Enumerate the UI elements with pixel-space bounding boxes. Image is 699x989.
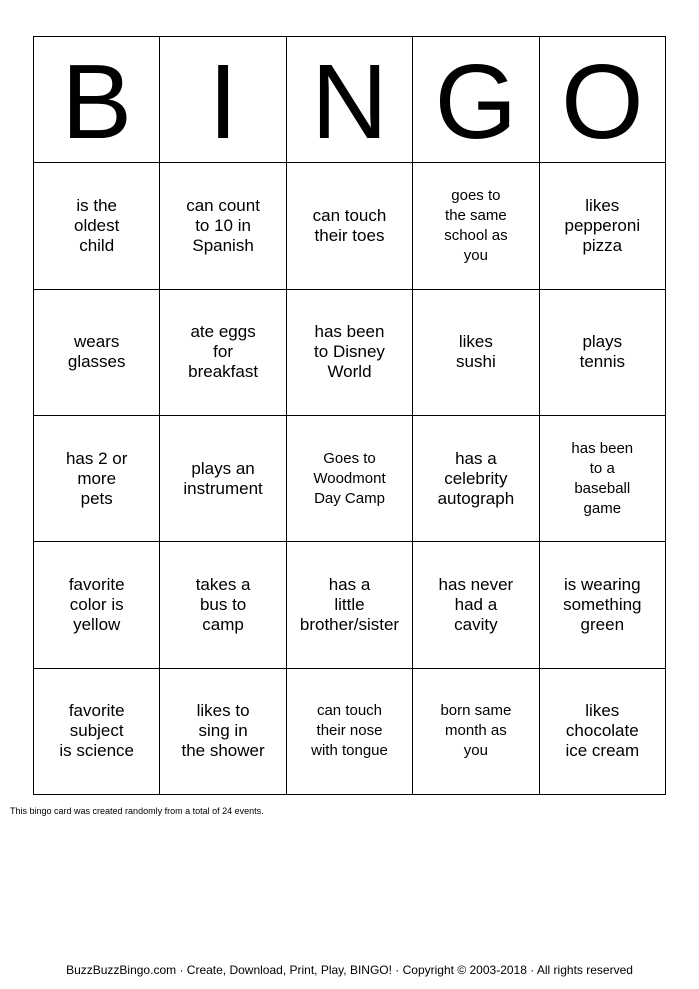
bingo-square-line: has a [455, 448, 497, 468]
bingo-square-line: to a [589, 459, 615, 477]
bingo-square [160, 290, 286, 416]
bingo-square [413, 163, 539, 289]
bingo-square [160, 416, 286, 542]
bingo-square-text [314, 322, 385, 382]
bingo-square-text [183, 459, 262, 499]
bingo-square-text [300, 575, 399, 635]
bingo-square-line: likes to [196, 701, 250, 721]
bingo-square-line: little [334, 594, 365, 614]
bingo-square [34, 290, 160, 416]
bingo-square-line: school as [444, 226, 508, 244]
bingo-square-line: instrument [183, 478, 263, 498]
bingo-square-text [571, 439, 633, 519]
bingo-square-line: you [463, 246, 488, 264]
bingo-square-line: Spanish [192, 235, 254, 255]
bingo-square-text [66, 449, 127, 509]
bingo-square-line: has 2 or [65, 448, 128, 468]
bingo-square-text [186, 196, 260, 256]
bingo-square-text [59, 701, 134, 761]
bingo-square [287, 416, 413, 542]
header-letter-n: N [287, 37, 413, 163]
bingo-square [540, 290, 666, 416]
bingo-square-line: plays an [191, 458, 255, 478]
bingo-square-line: more [77, 468, 117, 488]
bingo-square-line: ate eggs [190, 322, 256, 342]
bingo-square-line: glasses [67, 352, 126, 372]
bingo-square-line: ice cream [565, 741, 640, 761]
bingo-square-line: likes [458, 332, 493, 352]
bingo-card [33, 36, 666, 795]
bingo-square-text [564, 196, 640, 256]
bingo-square-text [311, 701, 388, 761]
bingo-square-line: plays [582, 332, 623, 352]
bingo-square-line: child [79, 235, 115, 255]
bingo-square-text [196, 575, 251, 635]
bingo-square-line: you [463, 742, 488, 760]
bingo-square-line: Woodmont [313, 469, 386, 487]
bingo-square-line: bus to [199, 594, 247, 614]
bingo-square-line: World [327, 362, 372, 382]
header-letter-b: B [34, 37, 160, 163]
bingo-square-text [440, 701, 511, 761]
bingo-square [34, 163, 160, 289]
bingo-square-line: the shower [181, 741, 265, 761]
bingo-square-text [565, 701, 639, 761]
bingo-square-line: camp [202, 614, 244, 634]
bingo-square-line: celebrity [444, 468, 508, 488]
bingo-square [287, 542, 413, 668]
bingo-square-line: breakfast [188, 362, 259, 382]
bingo-square-line: yellow [73, 614, 121, 634]
bingo-square [540, 669, 666, 795]
bingo-square-line: can count [186, 195, 260, 215]
bingo-square-text [69, 575, 125, 635]
bingo-square-line: the same [445, 206, 507, 224]
bingo-square-text [439, 575, 514, 635]
bingo-square [287, 669, 413, 795]
bingo-square-line: can touch [316, 702, 383, 720]
bingo-square-line: tennis [579, 352, 625, 372]
bingo-square [413, 542, 539, 668]
bingo-square [540, 542, 666, 668]
bingo-square-line: their toes [314, 225, 385, 245]
bingo-square-line: Day Camp [314, 489, 385, 507]
bingo-square-text [563, 575, 641, 635]
bingo-square-line: oldest [74, 215, 120, 235]
bingo-square-line: favorite [68, 701, 125, 721]
bingo-square-line: color is [69, 594, 124, 614]
card-note: This bingo card was created randomly from a total of 24 events. [10, 806, 264, 816]
bingo-square-line: with tongue [311, 742, 388, 760]
bingo-square-text [188, 322, 258, 382]
bingo-square-line: born same [440, 702, 512, 720]
bingo-square-line: is science [59, 741, 135, 761]
bingo-square-line: green [580, 614, 625, 634]
bingo-square-line: pepperoni [564, 215, 641, 235]
bingo-square [160, 542, 286, 668]
bingo-square-text [74, 196, 119, 256]
bingo-square-line: brother/sister [299, 614, 400, 634]
bingo-square-line: is the [76, 195, 117, 215]
bingo-square [287, 290, 413, 416]
bingo-square-line: autograph [437, 488, 515, 508]
bingo-square-line: chocolate [565, 721, 639, 741]
bingo-square-text [313, 449, 385, 509]
bingo-square-text [438, 449, 515, 509]
bingo-square-line: something [563, 594, 642, 614]
bingo-square-line: their nose [316, 722, 383, 740]
bingo-square-line: goes to [451, 186, 501, 204]
bingo-square-line: takes a [195, 574, 251, 594]
bingo-square-line: to 10 in [195, 215, 251, 235]
page-footer: BuzzBuzzBingo.com · Create, Download, Print, Play, BINGO! · Copyright © 2003-2018 · All rights reserved [66, 963, 633, 977]
bingo-square-line: can touch [312, 205, 387, 225]
bingo-square-text [456, 332, 496, 372]
bingo-square-text [68, 332, 126, 372]
bingo-square-line: month as [445, 722, 507, 740]
bingo-square-line: had a [454, 594, 498, 614]
bingo-square-line: wears [74, 332, 120, 352]
bingo-square-line: sushi [456, 352, 496, 372]
bingo-square-line: baseball [574, 479, 631, 497]
bingo-square-line: has been [314, 322, 385, 342]
bingo-square-line: pizza [582, 235, 623, 255]
bingo-square-text [182, 701, 265, 761]
header-letter-o: O [540, 37, 666, 163]
bingo-square-line: is wearing [564, 574, 641, 594]
bingo-square-line: has a [328, 574, 371, 594]
header-letter-g: G [413, 37, 539, 163]
bingo-square [413, 290, 539, 416]
bingo-square [34, 542, 160, 668]
bingo-square-line: cavity [454, 614, 498, 634]
bingo-square-line: has been [571, 439, 634, 457]
bingo-square-line: likes [585, 195, 620, 215]
bingo-square [34, 416, 160, 542]
bingo-square-line: has never [438, 574, 514, 594]
bingo-square-text [313, 206, 387, 246]
bingo-square-line: game [583, 499, 622, 517]
bingo-square-line: Goes to [323, 449, 376, 467]
bingo-square-line: sing in [198, 721, 248, 741]
bingo-square [413, 669, 539, 795]
bingo-square [413, 416, 539, 542]
bingo-square-text [444, 186, 507, 266]
bingo-square [34, 669, 160, 795]
bingo-square-line: favorite [68, 574, 125, 594]
bingo-square [540, 416, 666, 542]
bingo-square [160, 163, 286, 289]
bingo-square-text [580, 332, 625, 372]
bingo-square [287, 163, 413, 289]
bingo-square-line: for [213, 342, 234, 362]
bingo-square-line: pets [80, 488, 113, 508]
bingo-square-line: to Disney [314, 342, 385, 362]
bingo-square [160, 669, 286, 795]
header-letter-i: I [160, 37, 286, 163]
bingo-square-line: subject [69, 721, 124, 741]
bingo-square-line: likes [585, 701, 620, 721]
bingo-square [540, 163, 666, 289]
